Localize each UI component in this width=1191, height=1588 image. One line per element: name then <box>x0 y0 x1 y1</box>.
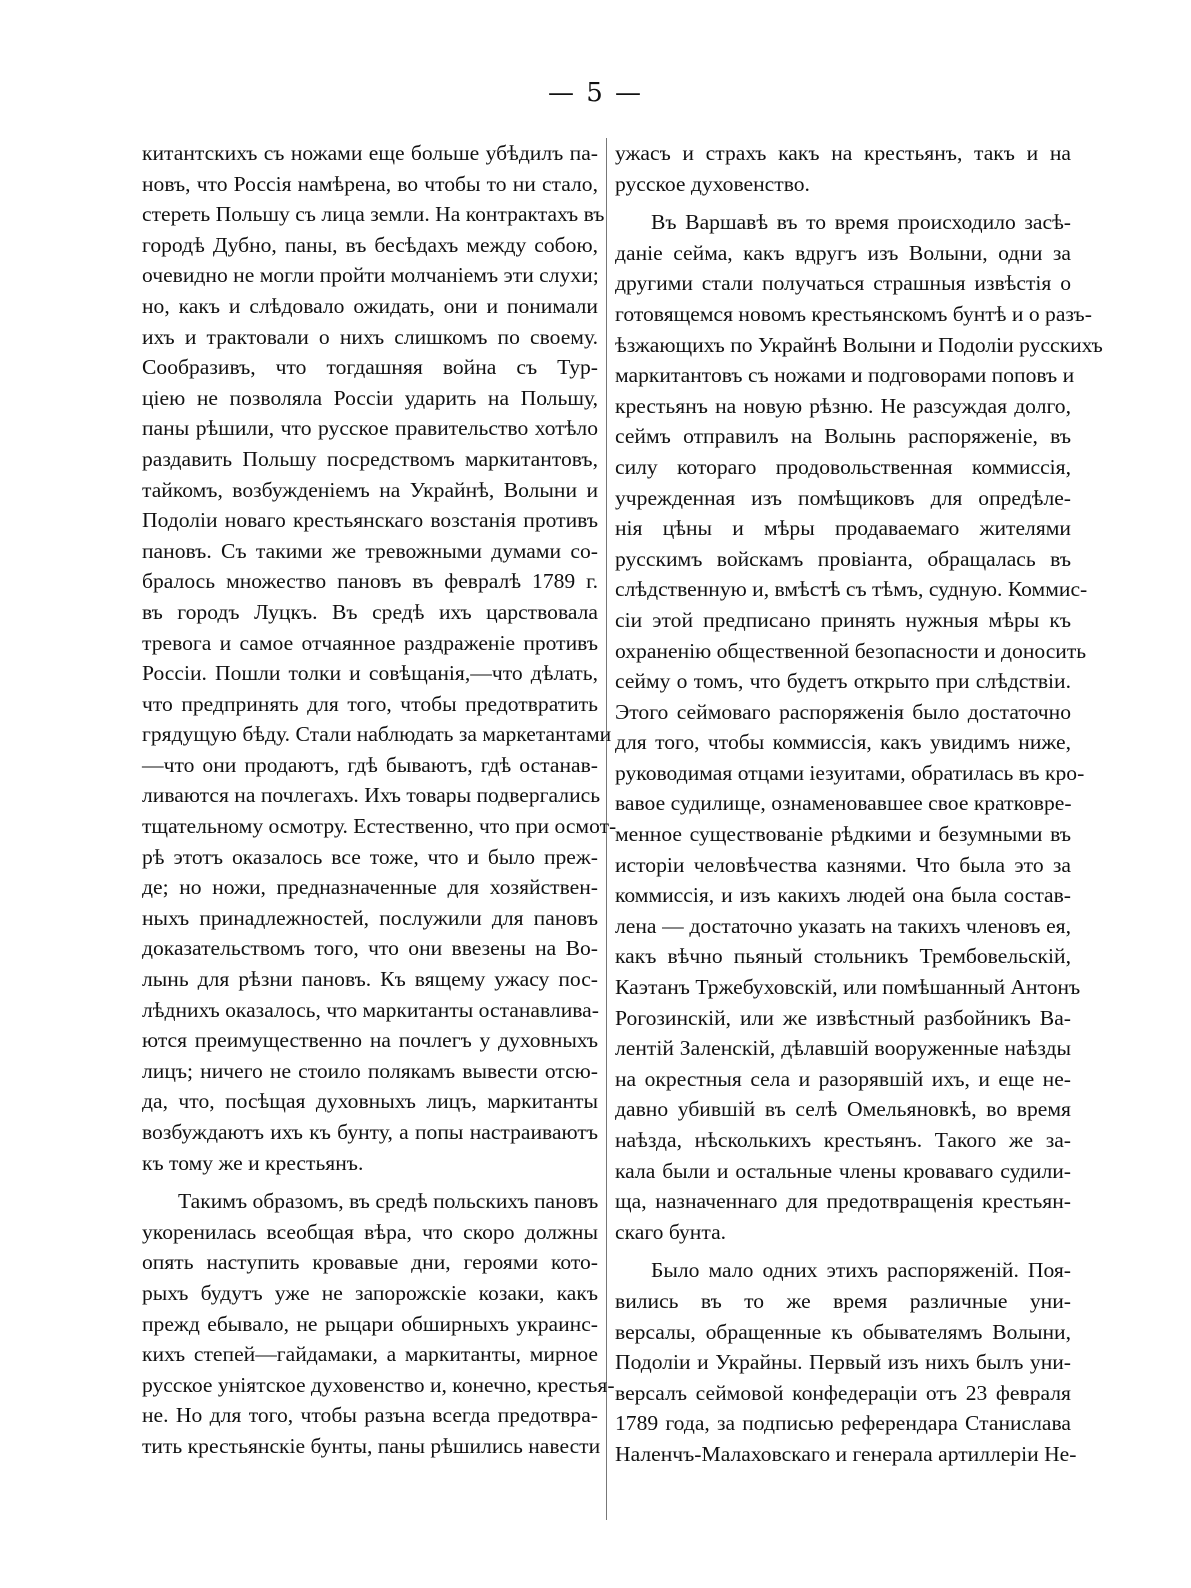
text-line: Наленчъ-Малаховскаго и генерала артиллеріи Не- <box>615 1441 1077 1466</box>
right-column <box>615 138 1103 1470</box>
text-line: рыхъ будутъ уже не запорожскіе козаки, какъ <box>142 1280 598 1305</box>
text-line: рѣ этотъ оказалось все тоже, что и было преж- <box>142 844 598 869</box>
text-line: Подоліи и Украйны. Первый изъ нихъ былъ уни- <box>615 1350 1071 1375</box>
text-line: Сообразивъ, что тогдашняя война съ Тур- <box>142 355 598 380</box>
page-number: — 5 — <box>547 78 644 108</box>
text-line: грядущую бѣду. Стали наблюдать за маркетантами <box>142 722 612 747</box>
text-line: ются преимущественно на почлегъ у духовныхъ <box>142 1028 598 1053</box>
text-line: нія цѣны и мѣры продаваемаго жителями <box>615 516 1071 541</box>
text-line: въ городъ Луцкъ. Въ средѣ ихъ царствовала <box>142 599 598 624</box>
text-line: тайкомъ, возбужденіемъ на Украйнѣ, Волыни и <box>142 477 598 502</box>
text-line: исторіи человѣчества казнями. Что была это за <box>615 852 1071 877</box>
text-line: сеймъ отправилъ на Волынь распоряженіе, въ <box>615 424 1071 449</box>
text-line: другими стали получаться страшныя извѣстія о <box>615 271 1071 296</box>
text-line: ныхъ принадлежностей, послужили для пановъ <box>142 905 598 930</box>
paragraph-gap <box>142 1178 598 1186</box>
text-line: маркитантовъ съ ножами и подговорами поповъ и <box>615 363 1075 388</box>
text-line: охраненію общественной безопасности и доносить <box>615 638 1087 663</box>
text-line: сейму о томъ, что будетъ открыто при слѣдствіи. <box>615 669 1071 694</box>
text-line: но, какъ и слѣдовало ожидать, они и понимали <box>142 293 598 318</box>
paragraph-end-line: русское духовенство. <box>615 171 810 196</box>
text-line: не. Но для того, чтобы разъна всегда предотвра- <box>142 1403 598 1428</box>
text-line: давно убившій въ селѣ Омельяновкѣ, во время <box>615 1097 1071 1122</box>
text-line: Каэтанъ Тржебуховскій, или помѣшанный Антонъ <box>615 975 1081 1000</box>
text-line: что предпринять для того, чтобы предотвратить <box>142 691 598 716</box>
text-line: для того, чтобы коммиссія, какъ увидимъ ниже, <box>615 730 1071 755</box>
text-line: Рогозинскій, или же извѣстный разбойникъ Ва- <box>615 1005 1071 1030</box>
text-line: городѣ Дубно, паны, въ бесѣдахъ между собою, <box>142 232 598 257</box>
text-line: тревога и самое отчаянное раздраженіе противъ <box>142 630 598 655</box>
text-line: готовящемся новомъ крестьянскомъ бунтѣ и о разъ- <box>615 301 1092 326</box>
text-line: ихъ и трактовали о нихъ слишкомъ по своему. <box>142 324 598 349</box>
text-line: 1789 года, за подписью референдара Станислава <box>615 1411 1071 1436</box>
text-line: бралось множество пановъ въ февралѣ 1789 г. <box>142 569 598 594</box>
text-line: версалъ сеймовой конфедераціи отъ 23 февраля <box>615 1380 1071 1405</box>
text-line: даніе сейма, какъ вдругъ изъ Волыни, одни за <box>615 240 1071 265</box>
text-line: версалы, обращенные къ обывателямъ Волыни, <box>615 1319 1071 1344</box>
text-line: очевидно не могли пройти молчаніемъ эти слухи; <box>142 263 599 288</box>
text-line: лентій Заленскій, дѣлавшій вооруженные наѣзды <box>615 1036 1071 1061</box>
text-line: коммиссія, и изъ какихъ людей она была состав- <box>615 883 1071 908</box>
text-line: лена — достаточно указать на такихъ членовъ ея, <box>615 913 1071 938</box>
paragraph-start-line: Въ Варшавѣ въ то время происходило засѣ- <box>651 210 1071 235</box>
paragraph-end-line: скаго бунта. <box>615 1219 727 1244</box>
text-line: сіи этой предписано принять нужныя мѣры къ <box>615 607 1071 632</box>
text-line: учрежденная изъ помѣщиковъ для опредѣле- <box>615 485 1071 510</box>
text-line: ща, назначеннаго для предотвращенія крестьян- <box>615 1189 1071 1214</box>
text-line: наѣзда, нѣсколькихъ крестьянъ. Такого же за- <box>615 1128 1071 1152</box>
text-line: стереть Польшу съ лица земли. На контрактахъ въ <box>142 202 605 227</box>
text-line: тщательному осмотру. Естественно, что при осмот- <box>142 814 617 839</box>
text-line: Этого сеймоваго распоряженія было достаточно <box>615 699 1071 724</box>
text-line: паны рѣшили, что русское правительство хотѣло <box>142 416 598 441</box>
text-line: —что они продаютъ, гдѣ бываютъ, гдѣ останав- <box>142 752 598 777</box>
text-line: лѣднихъ оказалось, что маркитанты останавлива- <box>142 997 599 1022</box>
text-line: да, что, посѣщая духовныхъ лицъ, маркитанты <box>142 1089 598 1114</box>
text-line: менное существованіе рѣдкими и безумными въ <box>615 822 1071 847</box>
text-line: на окрестныя села и разорявшій ихъ, и еще не- <box>615 1066 1071 1091</box>
text-line: кала были и остальные члены кроваваго судили- <box>615 1158 1071 1183</box>
paragraph-end-line: къ тому же и крестьянъ. <box>142 1150 364 1175</box>
left-column <box>142 138 617 1462</box>
text-line: вавое судилище, ознаменовавшее свое кратковре- <box>615 791 1072 816</box>
text-line: русскимъ войскамъ провіанта, обращалась въ <box>615 546 1071 571</box>
text-line: какъ вѣчно пьяный стольникъ Трембовельскій, <box>615 944 1071 969</box>
text-line: ужасъ и страхъ какъ на крестьянъ, такъ и на <box>615 141 1071 165</box>
text-line: Россіи. Пошли толки и совѣщанія,—что дѣлать, <box>142 661 598 686</box>
text-line: лынь для рѣзни пановъ. Къ вящему ужасу пос- <box>142 967 598 992</box>
text-line: руководимая отцами іезуитами, обратилась въ кро- <box>615 760 1085 785</box>
text-line: укоренилась всеобщая вѣра, что скоро должны <box>142 1219 598 1244</box>
paragraph-gap <box>615 199 1071 207</box>
text-line: раздавить Польшу посредствомъ маркитантовъ, <box>142 446 598 471</box>
text-line: де; но ножи, предназначенные для хозяйствен- <box>142 875 598 900</box>
paragraph-start-line: Такимъ образомъ, въ средѣ польскихъ пановъ <box>178 1189 599 1214</box>
text-line: Подоліи новаго крестьянскаго возстанія противъ <box>142 508 598 533</box>
text-line: прежд ебывало, не рыцари обширныхъ украинс- <box>142 1311 598 1336</box>
text-line: ливаются на почлегахъ. Ихъ товары подвергались <box>142 783 601 808</box>
text-line: новъ, что Россія намѣрена, во чтобы то ни стало, <box>142 171 598 196</box>
text-line: ѣзжающихъ по Украйнѣ Волыни и Подоліи русскихъ <box>615 332 1103 357</box>
text-line: вились въ то же время различные уни- <box>615 1288 1071 1313</box>
text-line: силу котораго продовольственная коммиссія, <box>615 454 1071 479</box>
text-line: доказательствомъ того, что они ввезены на Во- <box>142 936 598 961</box>
text-line: лицъ; ничего не стоило полякамъ вывести отсю- <box>142 1058 598 1083</box>
text-line: ціею не позволяла Россіи ударить на Польшу, <box>142 385 598 410</box>
text-line: русское уніятское духовенство и, конечно, крестья- <box>142 1372 615 1397</box>
text-line: китантскихъ съ ножами еще больше убѣдилъ па- <box>142 141 598 165</box>
paragraph-gap <box>615 1247 1071 1255</box>
text-line: слѣдственную и, вмѣстѣ съ тѣмъ, судную. Коммис- <box>615 577 1088 602</box>
text-line: тить крестьянскіе бунты, паны рѣшились навести <box>142 1433 601 1458</box>
text-line: опять наступить кровавые дни, героями кото- <box>142 1250 598 1275</box>
text-line: возбуждаютъ ихъ къ бунту, а попы настраиваютъ <box>142 1120 598 1144</box>
text-line: кихъ степей—гайдамаки, а маркитанты, мирное <box>142 1342 598 1367</box>
text-line: крестьянъ на новую рѣзню. Не разсуждая долго, <box>615 393 1071 418</box>
text-line: пановъ. Съ такими же тревожными думами со- <box>142 538 598 563</box>
paragraph-start-line: Было мало одних этихъ распоряженій. Поя- <box>651 1258 1071 1283</box>
